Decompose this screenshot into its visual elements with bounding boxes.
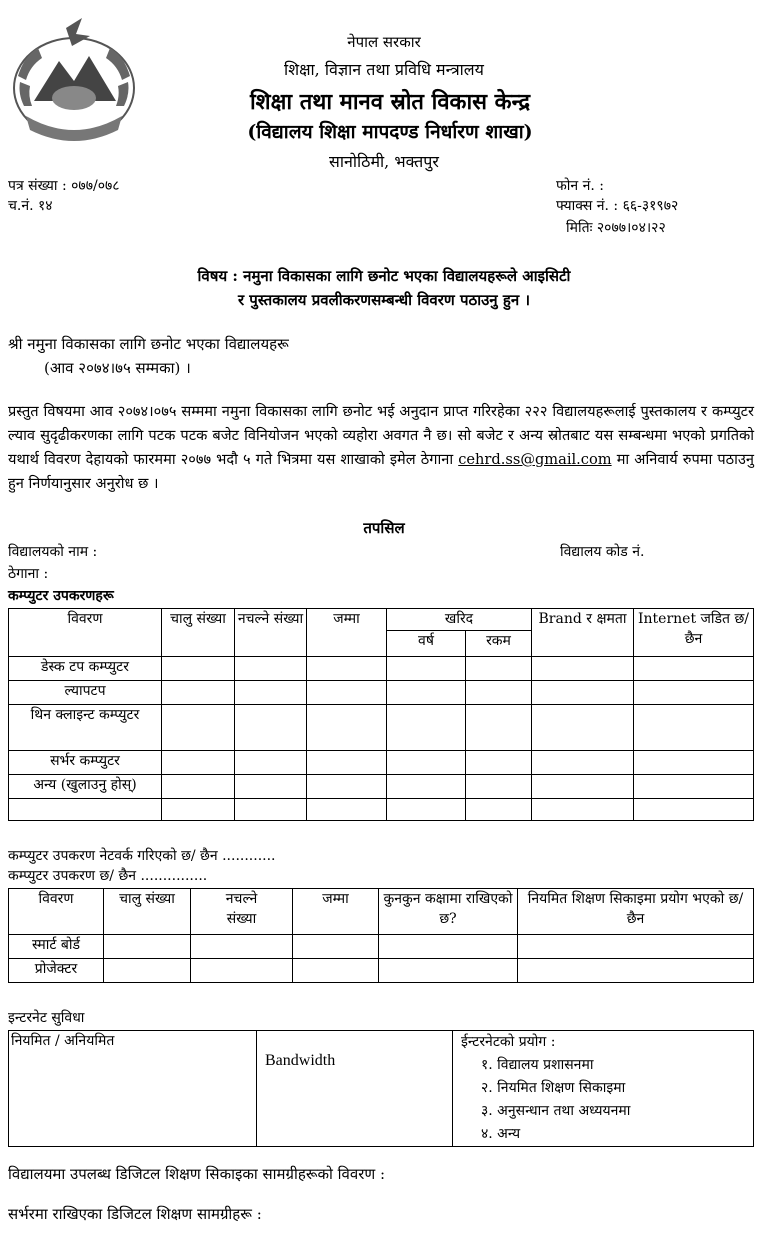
table-cell[interactable] bbox=[466, 751, 532, 775]
body-text: प्रस्तुत विषयमा आव २०७४।०७५ सम्ममा नमुना विकासका लागि छनोट भई अनुदान प्राप्त गरिरहेका २२२ विद्यालयहरूलाई पुस्तकालय र कम्प्युटर ल्याव सुदृढीकरणका लागि पटक पटक बजेट विनियोजन भएको व्यहोरा अवगत नै छ। सो बजेट र अन्य स्रोतबाट यस सम्बन्धमा भएको प्रगतिको यथार्थ विवरण देहायको फारममा २०७७ भदौ ५ गते भित्रमा यस शाखाको इमेल ठेगाना bbox=[8, 403, 754, 468]
table-cell[interactable] bbox=[532, 775, 634, 799]
office-location: सानोठिमी, भक्तपुर bbox=[329, 152, 439, 171]
table-row-label bbox=[9, 799, 162, 821]
internet-usage-cell bbox=[453, 1031, 754, 1147]
table-cell[interactable] bbox=[162, 775, 235, 799]
table-row-label: सर्भर कम्प्युटर bbox=[9, 751, 162, 775]
table-row-label: अन्य (खुलाउनु होस्) bbox=[9, 775, 162, 799]
table-cell[interactable] bbox=[387, 657, 466, 681]
internet-regularity-cell[interactable] bbox=[9, 1031, 257, 1147]
table-cell[interactable] bbox=[387, 681, 466, 705]
table-cell[interactable] bbox=[379, 935, 518, 959]
address-label: ठेगाना : bbox=[8, 566, 49, 582]
col-room: कुनकुन कक्षामा राखिएको छ? bbox=[379, 889, 518, 935]
table-cell[interactable] bbox=[235, 751, 307, 775]
table-cell[interactable] bbox=[634, 705, 754, 751]
computer-table-title: कम्प्युटर उपकरणहरू bbox=[8, 588, 114, 604]
table-cell[interactable] bbox=[532, 657, 634, 681]
table-cell[interactable] bbox=[634, 751, 754, 775]
recipient-line-2: (आव २०७४।७५ सम्मका) । bbox=[44, 359, 191, 377]
table-cell[interactable] bbox=[518, 935, 754, 959]
table-cell[interactable] bbox=[466, 799, 532, 821]
table-cell[interactable] bbox=[387, 799, 466, 821]
table-cell[interactable] bbox=[634, 681, 754, 705]
usage-option[interactable]: २. नियमित शिक्षण सिकाइमा bbox=[481, 1080, 626, 1096]
table-cell[interactable] bbox=[307, 681, 387, 705]
bandwidth-label: Bandwidth bbox=[265, 1052, 336, 1069]
recipient-line-1: श्री नमुना विकासका लागि छनोट भएका विद्यालयहरू bbox=[8, 335, 289, 353]
col-total: जम्मा bbox=[307, 609, 387, 657]
govt-name: नेपाल सरकार bbox=[347, 33, 421, 51]
table-cell[interactable] bbox=[518, 959, 754, 983]
col-desc: विवरण bbox=[9, 609, 162, 657]
body-text-after: मा अनिवार्य रुपमा पठाउनु हुन निर्णयानुसार अनुरोध छ । bbox=[8, 451, 755, 492]
table-cell[interactable] bbox=[466, 705, 532, 751]
phone-number: फोन नं. : bbox=[556, 178, 605, 194]
table-cell[interactable] bbox=[466, 775, 532, 799]
table-cell[interactable] bbox=[307, 705, 387, 751]
table-cell[interactable] bbox=[307, 775, 387, 799]
dispatch-number: च.नं. १४ bbox=[8, 198, 53, 214]
col-amount: रकम bbox=[466, 631, 532, 657]
col-not-working: नचल्ने संख्या bbox=[235, 609, 307, 657]
computer-equipment-table bbox=[8, 608, 754, 821]
table-row-label: थिन क्लाइन्ट कम्प्युटर bbox=[9, 705, 162, 751]
annex-heading: तपसिल bbox=[363, 519, 405, 537]
table-cell[interactable] bbox=[634, 775, 754, 799]
table-cell[interactable] bbox=[235, 657, 307, 681]
devices-table bbox=[8, 888, 754, 983]
table-cell[interactable] bbox=[104, 935, 191, 959]
table-cell[interactable] bbox=[293, 959, 379, 983]
col-brand: Brand र क्षमता bbox=[532, 609, 634, 657]
letter-date: मितिः २०७७।०४।२२ bbox=[566, 220, 666, 236]
table-cell[interactable] bbox=[634, 657, 754, 681]
table-row-label: प्रोजेक्टर bbox=[9, 959, 104, 983]
table-cell[interactable] bbox=[235, 681, 307, 705]
section-name: (विद्यालय शिक्षा मापदण्ड निर्धारण शाखा) bbox=[247, 121, 533, 143]
body-paragraph bbox=[8, 400, 754, 496]
table-cell[interactable] bbox=[235, 775, 307, 799]
school-name-label: विद्यालयको नाम : bbox=[8, 544, 98, 560]
table-cell[interactable] bbox=[235, 705, 307, 751]
col-purchase: खरिद bbox=[387, 609, 532, 631]
table-cell[interactable] bbox=[466, 657, 532, 681]
table-cell[interactable] bbox=[387, 775, 466, 799]
server-materials-label: सर्भरमा राखिएका डिजिटल शिक्षण सामग्रीहरू : bbox=[8, 1205, 262, 1223]
school-code-label: विद्यालय कोड नं. bbox=[560, 544, 645, 560]
table-cell[interactable] bbox=[387, 705, 466, 751]
col-working: चालु संख्या bbox=[162, 609, 235, 657]
table-cell[interactable] bbox=[235, 799, 307, 821]
table-cell[interactable] bbox=[162, 657, 235, 681]
table-cell[interactable] bbox=[387, 751, 466, 775]
subject-line-1: विषय : नमुना विकासका लागि छनोट भएका विद्यालयहरूले आइसिटी bbox=[197, 267, 571, 285]
col-usage: नियमित शिक्षण सिकाइमा प्रयोग भएको छ/ छैन bbox=[518, 889, 754, 935]
table-cell[interactable] bbox=[532, 751, 634, 775]
table-row-label: डेस्क टप कम्प्युटर bbox=[9, 657, 162, 681]
col-internet: Internet जडित छ/छैन bbox=[634, 609, 754, 657]
table-cell[interactable] bbox=[379, 959, 518, 983]
table-cell[interactable] bbox=[532, 705, 634, 751]
table-cell[interactable] bbox=[307, 799, 387, 821]
table-cell[interactable] bbox=[634, 799, 754, 821]
internet-regularity-label: नियमित / अनियमित bbox=[11, 1033, 115, 1049]
table-row-label: स्मार्ट बोर्ड bbox=[9, 935, 104, 959]
col-year: वर्ष bbox=[387, 631, 466, 657]
usage-option[interactable]: ४. अन्य bbox=[481, 1126, 521, 1142]
centre-name: शिक्षा तथा मानव स्रोत विकास केन्द्र bbox=[249, 89, 531, 115]
col-not-working: नचल्ने संख्या bbox=[191, 889, 293, 935]
internet-table bbox=[8, 1030, 754, 1147]
letter-number: पत्र संख्या : ०७७/०७८ bbox=[8, 178, 120, 194]
email-link[interactable]: cehrd.ss@gmail.com bbox=[458, 451, 612, 468]
network-status-line: कम्प्युटर उपकरण नेटवर्क गरिएको छ/ छैन ............ bbox=[8, 848, 276, 864]
table-cell[interactable] bbox=[191, 959, 293, 983]
table-row-label: ल्यापटप bbox=[9, 681, 162, 705]
table-cell[interactable] bbox=[307, 657, 387, 681]
table-cell[interactable] bbox=[466, 681, 532, 705]
subject-line-2: र पुस्तकालय प्रवलीकरणसम्बन्धी विवरण पठाउनु हुन । bbox=[237, 291, 531, 309]
table-cell[interactable] bbox=[104, 959, 191, 983]
table-cell[interactable] bbox=[162, 705, 235, 751]
equipment-status-line: कम्प्युटर उपकरण छ/ छैन ............... bbox=[8, 868, 208, 884]
table-cell[interactable] bbox=[162, 751, 235, 775]
table-cell[interactable] bbox=[191, 935, 293, 959]
table-cell[interactable] bbox=[162, 799, 235, 821]
usage-option[interactable]: ३. अनुसन्धान तथा अध्ययनमा bbox=[481, 1103, 631, 1119]
col-total: जम्मा bbox=[293, 889, 379, 935]
table-cell[interactable] bbox=[532, 799, 634, 821]
bandwidth-cell[interactable] bbox=[257, 1031, 453, 1147]
internet-title: इन्टरनेट सुविधा bbox=[8, 1010, 85, 1026]
table-cell[interactable] bbox=[162, 681, 235, 705]
col-working: चालु संख्या bbox=[104, 889, 191, 935]
table-cell[interactable] bbox=[307, 751, 387, 775]
col-desc: विवरण bbox=[9, 889, 104, 935]
fax-number: फ्याक्स नं. : ६६-३१९७२ bbox=[556, 198, 679, 214]
usage-option[interactable]: १. विद्यालय प्रशासनमा bbox=[481, 1057, 594, 1073]
internet-usage-title: ईन्टरनेटको प्रयोग : bbox=[461, 1034, 556, 1050]
table-cell[interactable] bbox=[532, 681, 634, 705]
digital-materials-label: विद्यालयमा उपलब्ध डिजिटल शिक्षण सिकाइका सामग्रीहरूको विवरण : bbox=[8, 1165, 386, 1183]
table-cell[interactable] bbox=[293, 935, 379, 959]
ministry-name: शिक्षा, विज्ञान तथा प्रविधि मन्त्रालय bbox=[284, 60, 484, 79]
